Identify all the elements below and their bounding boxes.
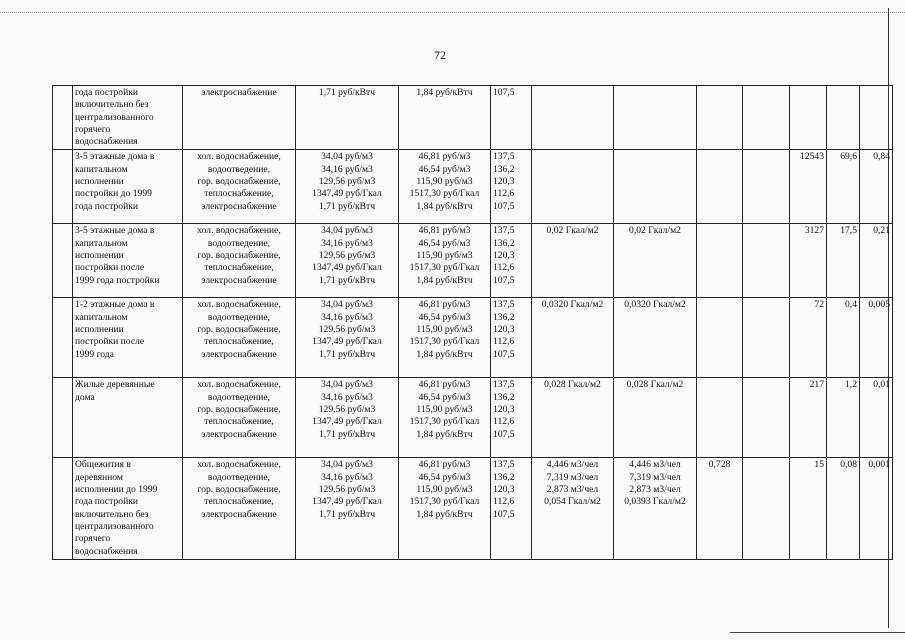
resources-cell-line: электроснабжение [201, 274, 277, 286]
housing-type-cell-line: исполнении [75, 324, 124, 336]
tariff-index-cell [491, 86, 532, 150]
resources-cell-line: электроснабжение [201, 200, 277, 212]
resources-cell-line: хол. водоснабжение, [197, 151, 281, 163]
tariff-index-cell-line: 137,5 [493, 225, 515, 237]
tariff-new-cell [399, 458, 491, 560]
resources-cell-line: гор. водоснабжение, [197, 324, 281, 336]
tariff-current-cell-line: 1347,49 руб/Гкал [312, 262, 382, 274]
resources-cell [183, 378, 296, 458]
empty-cell [743, 150, 790, 224]
share-percent-cell: 17,5 [827, 224, 860, 298]
resources-cell-line: теплоснабжение, [204, 262, 274, 274]
norm-current-cell-line: 2,873 м3/чел [546, 484, 599, 496]
housing-type-cell [73, 378, 183, 458]
resources-cell-line: водоотведение, [207, 237, 271, 249]
resources-cell-line: теплоснабжение, [204, 188, 274, 200]
tariff-new-cell-line: 46,81 руб/м3 [418, 379, 471, 391]
tariff-new-cell-line: 115,90 руб/м3 [416, 176, 473, 188]
tariff-current-cell-line: 34,04 руб/м3 [321, 225, 373, 237]
share-percent-cell: 69,6 [827, 150, 860, 224]
tariff-new-cell-line: 46,81 руб/м3 [418, 225, 471, 237]
tariff-current-cell [296, 224, 399, 298]
housing-type-cell-line: включительно без [75, 508, 149, 520]
housing-type-cell-line: централизованного [75, 520, 154, 532]
tariff-new-cell-line: 1517,30 руб/Гкал [409, 262, 480, 274]
scan-edge-bottom [730, 632, 905, 633]
resources-cell [183, 298, 296, 378]
share-fraction-cell: 0,001 [860, 458, 893, 560]
housing-type-cell-line: централизованного [75, 111, 154, 123]
norm-new-cell [614, 86, 697, 150]
tariff-current-cell [296, 378, 399, 458]
tariff-current-cell-line: 129,56 руб/м3 [318, 404, 376, 416]
tariff-index-cell-line: 107,5 [493, 348, 515, 360]
tariff-index-cell-line: 112,6 [493, 336, 515, 348]
norm-new-cell-line: 0,0393 Гкал/м2 [624, 496, 686, 508]
housing-type-cell-line: капитальном [75, 163, 128, 175]
tariff-current-cell-line: 34,04 руб/м3 [321, 459, 373, 471]
norm-ratio-cell: 0,728 [697, 458, 743, 560]
tariff-new-cell-line: 115,90 руб/м3 [416, 250, 473, 262]
norm-new-cell [614, 150, 697, 224]
resources-cell [183, 224, 296, 298]
empty-cell [743, 298, 790, 378]
housing-type-cell-line: включительно без [75, 99, 149, 111]
tariff-index-cell [491, 150, 532, 224]
norm-current-cell-line: 0,02 Гкал/м2 [546, 225, 599, 237]
tariff-new-cell-line: 46,81 руб/м3 [418, 299, 471, 311]
tariff-index-cell-line: 107,5 [493, 428, 515, 440]
share-fraction-cell: 0,21 [860, 224, 893, 298]
tariff-current-cell-line: 1347,49 руб/Гкал [312, 336, 382, 348]
tariff-new-cell-line: 1,84 руб/кВтч [416, 200, 473, 212]
resources-cell-line: электроснабжение [201, 348, 277, 360]
empty-cell [743, 86, 790, 150]
tariff-index-cell-line: 120,3 [493, 404, 515, 416]
housing-type-cell-line: исполнении [75, 250, 124, 262]
tariff-index-cell-line: 136,2 [493, 471, 515, 483]
tariff-current-cell-line: 34,16 руб/м3 [321, 391, 373, 403]
tariff-new-cell-line: 1517,30 руб/Гкал [409, 188, 480, 200]
tariff-current-cell [296, 298, 399, 378]
resources-cell [183, 150, 296, 224]
tariff-index-cell-line: 112,6 [493, 188, 515, 200]
tariff-new-cell-line: 46,54 руб/м3 [418, 471, 471, 483]
tariff-current-cell [296, 86, 399, 150]
tariff-new-cell [399, 224, 491, 298]
resources-cell-line: водоотведение, [207, 163, 271, 175]
page-number: 72 [434, 48, 446, 62]
housing-type-cell [73, 150, 183, 224]
norm-current-cell-line: 7,319 м3/чел [546, 471, 599, 483]
housing-type-cell-line: 1999 года постройки [75, 274, 160, 286]
tariff-index-cell-line: 120,3 [493, 250, 515, 262]
left-margin-cell [53, 224, 73, 298]
share-fraction-cell [860, 86, 893, 150]
resources-cell-line: теплоснабжение, [204, 416, 274, 428]
tariff-new-cell-line: 1517,30 руб/Гкал [409, 496, 480, 508]
norm-current-cell-line: 0,054 Гкал/м2 [544, 496, 601, 508]
resources-cell-line: гор. водоснабжение, [197, 176, 281, 188]
tariff-new-cell-line: 46,54 руб/м3 [418, 311, 471, 323]
tariff-new-cell [399, 378, 491, 458]
table-row [53, 86, 893, 150]
tariff-index-cell [491, 298, 532, 378]
share-fraction-cell: 0,005 [860, 298, 893, 378]
left-margin-cell [53, 378, 73, 458]
norm-current-cell-line: 4,446 м3/чел [546, 459, 599, 471]
norm-new-cell-line: 0,02 Гкал/м2 [629, 225, 681, 237]
tariff-new-cell [399, 150, 491, 224]
households-count-cell: 15 [790, 458, 827, 560]
tariff-index-cell-line: 136,2 [493, 311, 515, 323]
tariff-current-cell-line: 129,56 руб/м3 [318, 324, 376, 336]
tariff-new-cell-line: 1,84 руб/кВтч [416, 348, 473, 360]
share-fraction-cell: 0,01 [860, 378, 893, 458]
tariff-current-cell-line: 1,71 руб/кВтч [318, 87, 376, 98]
resources-cell-line: электроснабжение [201, 428, 277, 440]
norm-current-cell [532, 86, 614, 150]
tariff-current-cell-line: 129,56 руб/м3 [318, 484, 376, 496]
tariff-current-cell-line: 129,56 руб/м3 [318, 176, 376, 188]
resources-cell-line: водоотведение, [207, 311, 271, 323]
tariff-new-cell-line: 1,84 руб/кВтч [416, 508, 473, 520]
resources-cell-line: теплоснабжение, [204, 336, 274, 348]
housing-type-cell-line: деревянном [75, 471, 123, 483]
empty-cell [743, 458, 790, 560]
housing-type-cell-line: капитальном [75, 311, 128, 323]
households-count-cell [790, 86, 827, 150]
housing-type-cell-line: Жилые деревянные [75, 379, 155, 391]
tariff-current-cell-line: 129,56 руб/м3 [318, 250, 376, 262]
norm-current-cell [532, 150, 614, 224]
tariff-new-cell-line: 1517,30 руб/Гкал [409, 416, 480, 428]
norm-ratio-cell [697, 224, 743, 298]
tariff-new-cell-line: 115,90 руб/м3 [416, 404, 473, 416]
tariff-current-cell-line: 34,16 руб/м3 [321, 163, 373, 175]
housing-type-cell-line: 3-5 этажные дома в [75, 151, 155, 163]
tariff-current-cell-line: 1,71 руб/кВтч [318, 508, 376, 520]
resources-cell [183, 458, 296, 560]
norm-new-cell-line: 4,446 м3/чел [629, 459, 681, 471]
resources-cell-line: водоотведение, [207, 391, 271, 403]
housing-type-cell [73, 298, 183, 378]
resources-cell [183, 86, 296, 150]
norm-ratio-cell [697, 150, 743, 224]
share-percent-cell: 0,4 [827, 298, 860, 378]
share-fraction-cell: 0,84 [860, 150, 893, 224]
tariff-new-cell-line: 46,81 руб/м3 [418, 459, 471, 471]
housing-type-cell-line: года постройки [75, 87, 139, 98]
table-row [53, 458, 893, 560]
housing-type-cell-line: горячего [75, 533, 111, 545]
tariff-new-cell-line: 1,84 руб/кВтч [416, 428, 473, 440]
tariff-new-cell-line: 46,54 руб/м3 [418, 391, 471, 403]
housing-tariff-table [52, 85, 893, 560]
housing-type-cell-line: 1-2 этажные дома в [75, 299, 155, 311]
housing-type-cell-line: года постройки [75, 496, 139, 508]
housing-type-cell-line: 1999 года [75, 348, 114, 360]
left-margin-cell [53, 150, 73, 224]
norm-new-cell [614, 458, 697, 560]
housing-type-cell-line: исполнении до 1999 [75, 484, 158, 496]
share-percent-cell: 0,08 [827, 458, 860, 560]
tariff-new-cell-line: 115,90 руб/м3 [416, 324, 473, 336]
norm-new-cell [614, 298, 697, 378]
table-row [53, 150, 893, 224]
tariff-index-cell-line: 120,3 [493, 176, 515, 188]
left-margin-cell [53, 86, 73, 150]
resources-cell-line: хол. водоснабжение, [197, 459, 281, 471]
tariff-index-cell-line: 136,2 [493, 391, 515, 403]
norm-new-cell [614, 378, 697, 458]
empty-cell [743, 378, 790, 458]
housing-type-cell [73, 458, 183, 560]
tariff-index-cell-line: 136,2 [493, 163, 515, 175]
households-count-cell: 3127 [790, 224, 827, 298]
tariff-index-cell [491, 378, 532, 458]
resources-cell-line: хол. водоснабжение, [197, 379, 281, 391]
tariff-current-cell [296, 458, 399, 560]
tariff-index-cell-line: 107,5 [493, 87, 515, 98]
scan-edge-top [0, 12, 905, 17]
households-count-cell: 72 [790, 298, 827, 378]
table-row [53, 378, 893, 458]
tariff-current-cell-line: 1347,49 руб/Гкал [312, 496, 382, 508]
housing-type-cell-line: постройки после [75, 262, 145, 274]
tariff-current-cell-line: 34,04 руб/м3 [321, 379, 373, 391]
tariff-current-cell-line: 1347,49 руб/Гкал [312, 416, 382, 428]
tariff-current-cell-line: 34,04 руб/м3 [321, 299, 373, 311]
tariff-new-cell [399, 298, 491, 378]
housing-type-cell-line: дома [75, 391, 95, 403]
norm-current-cell-line: 0,0320 Гкал/м2 [541, 299, 604, 311]
norm-ratio-cell [697, 86, 743, 150]
housing-type-cell-line: горячего [75, 123, 111, 135]
households-count-cell: 12543 [790, 150, 827, 224]
tariff-current-cell-line: 1347,49 руб/Гкал [312, 188, 382, 200]
tariff-new-cell-line: 46,81 руб/м3 [418, 151, 471, 163]
tariff-new-cell [399, 86, 491, 150]
tariff-current-cell [296, 150, 399, 224]
norm-new-cell-line: 0,028 Гкал/м2 [626, 379, 684, 391]
norm-new-cell [614, 224, 697, 298]
norm-new-cell-line: 7,319 м3/чел [629, 471, 681, 483]
tariff-index-cell-line: 107,5 [493, 200, 515, 212]
tariff-index-cell-line: 107,5 [493, 274, 515, 286]
tariff-index-cell-line: 136,2 [493, 237, 515, 249]
tariff-index-cell-line: 137,5 [493, 151, 515, 163]
table-row [53, 224, 893, 298]
tariff-index-cell-line: 137,5 [493, 459, 515, 471]
empty-cell [743, 224, 790, 298]
share-percent-cell [827, 86, 860, 150]
tariff-current-cell-line: 34,16 руб/м3 [321, 311, 373, 323]
tariff-new-cell-line: 115,90 руб/м3 [416, 484, 473, 496]
resources-cell-line: гор. водоснабжение, [197, 404, 281, 416]
housing-type-cell-line: капитальном [75, 237, 128, 249]
tariff-index-cell-line: 112,6 [493, 262, 515, 274]
tariff-index-cell-line: 120,3 [493, 484, 515, 496]
tariff-index-cell-line: 107,5 [493, 508, 515, 520]
housing-type-cell-line: водоснабжения [75, 136, 138, 148]
housing-type-cell-line: водоснабжения [75, 545, 138, 557]
norm-current-cell [532, 298, 614, 378]
tariff-index-cell-line: 120,3 [493, 324, 515, 336]
table-row [53, 298, 893, 378]
resources-cell-line: хол. водоснабжение, [197, 299, 281, 311]
tariff-current-cell-line: 34,16 руб/м3 [321, 471, 373, 483]
tariff-current-cell-line: 34,04 руб/м3 [321, 151, 373, 163]
tariff-current-cell-line: 1,71 руб/кВтч [318, 348, 376, 360]
households-count-cell: 217 [790, 378, 827, 458]
housing-type-cell [73, 224, 183, 298]
tariff-current-cell-line: 1,71 руб/кВтч [318, 274, 376, 286]
tariff-index-cell [491, 224, 532, 298]
resources-cell-line: гор. водоснабжение, [197, 250, 281, 262]
norm-new-cell-line: 0,0320 Гкал/м2 [624, 299, 686, 311]
norm-ratio-cell [697, 378, 743, 458]
norm-current-cell [532, 458, 614, 560]
norm-ratio-cell [697, 298, 743, 378]
housing-type-cell-line: постройки после [75, 336, 145, 348]
resources-cell-line: теплоснабжение, [204, 496, 274, 508]
tariff-current-cell-line: 1,71 руб/кВтч [318, 428, 376, 440]
norm-new-cell-line: 2,873 м3/чел [629, 484, 681, 496]
share-percent-cell: 1,2 [827, 378, 860, 458]
resources-cell-line: хол. водоснабжение, [197, 225, 281, 237]
norm-current-cell [532, 378, 614, 458]
tariff-new-cell-line: 46,54 руб/м3 [418, 237, 471, 249]
tariff-index-cell-line: 137,5 [493, 299, 515, 311]
left-margin-cell [53, 458, 73, 560]
tariff-index-cell-line: 137,5 [493, 379, 515, 391]
tariff-new-cell-line: 46,54 руб/м3 [418, 163, 471, 175]
tariff-current-cell-line: 1,71 руб/кВтч [318, 200, 376, 212]
tariff-index-cell-line: 112,6 [493, 416, 515, 428]
housing-type-cell-line: 3-5 этажные дома в [75, 225, 155, 237]
housing-type-cell-line: постройки до 1999 [75, 188, 152, 200]
resources-cell-line: электроснабжение [201, 508, 277, 520]
left-margin-cell [53, 298, 73, 378]
norm-current-cell-line: 0,028 Гкал/м2 [544, 379, 601, 391]
tariff-index-cell-line: 112,6 [493, 496, 515, 508]
tariff-current-cell-line: 34,16 руб/м3 [321, 237, 373, 249]
tariff-new-cell-line: 1,84 руб/кВтч [416, 274, 473, 286]
housing-type-cell-line: года постройки [75, 200, 139, 212]
resources-cell-line: гор. водоснабжение, [197, 484, 281, 496]
tariff-new-cell-line: 1517,30 руб/Гкал [409, 336, 480, 348]
housing-type-cell [73, 86, 183, 150]
housing-type-cell-line: исполнении [75, 176, 124, 188]
resources-cell-line: электроснабжение [201, 87, 277, 98]
tariff-index-cell [491, 458, 532, 560]
housing-type-cell-line: Общежития в [75, 459, 131, 471]
norm-current-cell [532, 224, 614, 298]
tariff-new-cell-line: 1,84 руб/кВтч [416, 87, 473, 98]
resources-cell-line: водоотведение, [207, 471, 271, 483]
